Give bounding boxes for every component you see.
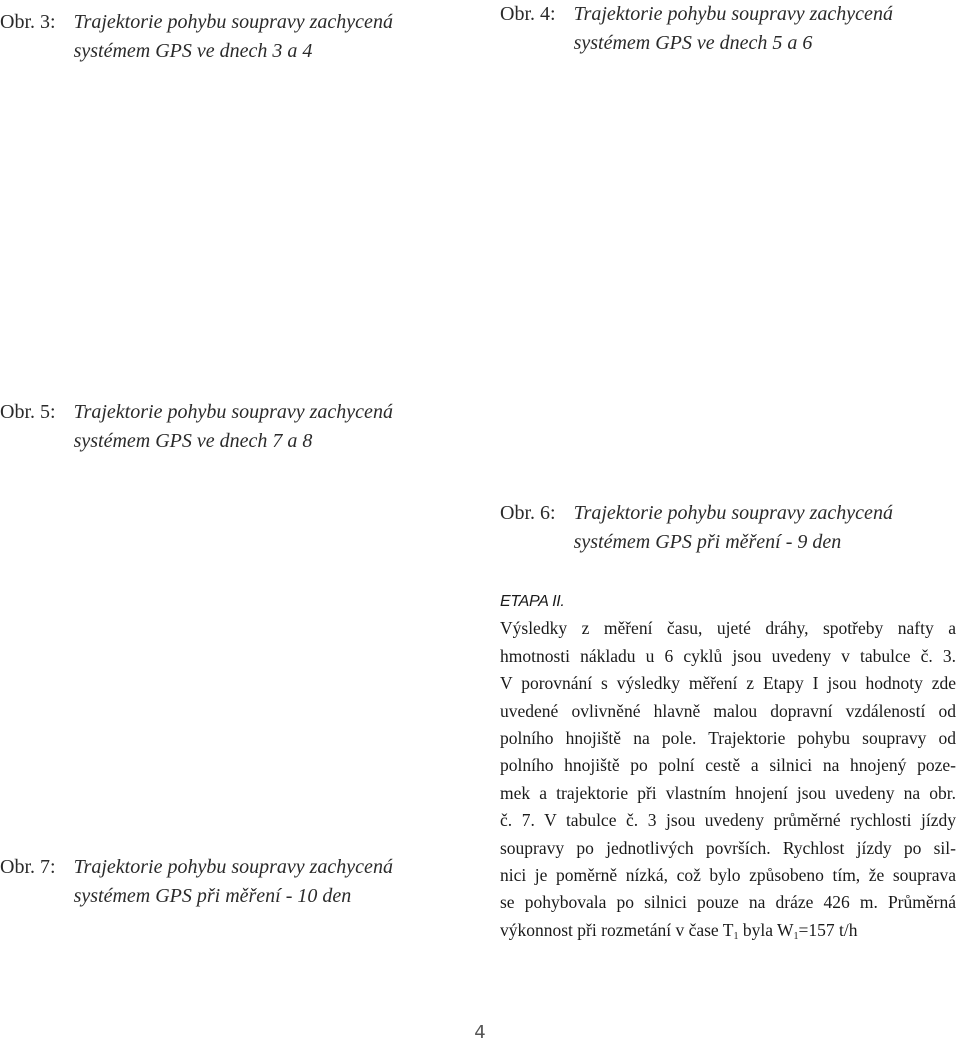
figure-6-text-line-1: Trajektorie pohybu soupravy zachycená [573,502,893,524]
figure-6-caption [500,499,955,557]
subscript-w: 1 [793,930,799,942]
paragraph-line: Výsledky z měření času, ujeté dráhy, spotřeby nafty a [500,618,956,639]
figure-7-text [74,853,455,911]
paragraph-line: uvedené ovlivněné hlavně malou dopravní vzdáleností od [500,700,956,721]
paragraph-line: se pohybovala po silnici pouze na dráze 426 m. Průměrná [500,892,956,913]
figure-3-label: Obr. 3: [0,11,56,33]
figure-4-text-line-2: systémem GPS ve dnech 5 a 6 [573,32,813,54]
paragraph-line: polního hnojiště na pole. Trajektorie pohybu soupravy od [500,728,956,749]
figure-4-caption [500,0,955,58]
paragraph-line: nici je poměrně nízká, což bylo způsobeno tím, že souprava [500,865,956,886]
figure-5-text-line-2: systémem GPS ve dnech 7 a 8 [73,430,313,452]
figure-3-text-line-2: systémem GPS ve dnech 3 a 4 [73,40,313,62]
page-number: 4 [474,1022,486,1043]
paragraph-line: V porovnání s výsledky měření z Etapy I jsou hodnoty zde [500,673,956,694]
figure-5-caption [0,398,455,456]
figure-6-text-line-2: systémem GPS při měření - 9 den [573,531,842,553]
figure-5-text-line-1: Trajektorie pohybu soupravy zachycená [73,401,393,423]
last-line-middle: byla W [738,919,794,940]
figure-4-text-line-1: Trajektorie pohybu soupravy zachycená [573,3,893,25]
paragraph-last-line [500,917,956,944]
paragraph-line: polního hnojiště po polní cestě a silnici na hnojený poze- [500,755,956,776]
figure-5-label: Obr. 5: [0,401,56,423]
paragraph-line: č. 7. V tabulce č. 3 jsou uvedeny průměrné rychlosti jízdy [500,810,956,831]
section-heading: ETAPA II. [500,593,565,610]
figure-3-caption [0,8,455,66]
last-line-prefix: výkonnost při rozmetání v čase T [500,919,734,940]
figure-4-label: Obr. 4: [500,3,556,25]
figure-4-text [574,0,955,58]
figure-3-text [74,8,455,66]
last-line-suffix: =157 t/h [798,919,858,940]
figure-7-text-line-1: Trajektorie pohybu soupravy zachycená [73,856,393,878]
paragraph-line: hmotnosti nákladu u 6 cyklů jsou uvedeny v tabulce č. 3. [500,645,956,666]
figure-5-text [74,398,455,456]
figure-7-text-line-2: systémem GPS při měření - 10 den [73,885,352,907]
figure-3-text-line-1: Trajektorie pohybu soupravy zachycená [73,11,393,33]
figure-7-caption [0,853,455,911]
etapa-ii-section [500,588,956,944]
figure-6-text [574,499,955,557]
figure-6-label: Obr. 6: [500,502,556,524]
subscript-t: 1 [733,930,739,942]
paragraph-line: soupravy po jednotlivých površích. Rychlost jízdy po sil- [500,837,956,858]
paragraph-line: mek a trajektorie při vlastním hnojení jsou uvedeny na obr. [500,782,956,803]
figure-7-label: Obr. 7: [0,856,56,878]
